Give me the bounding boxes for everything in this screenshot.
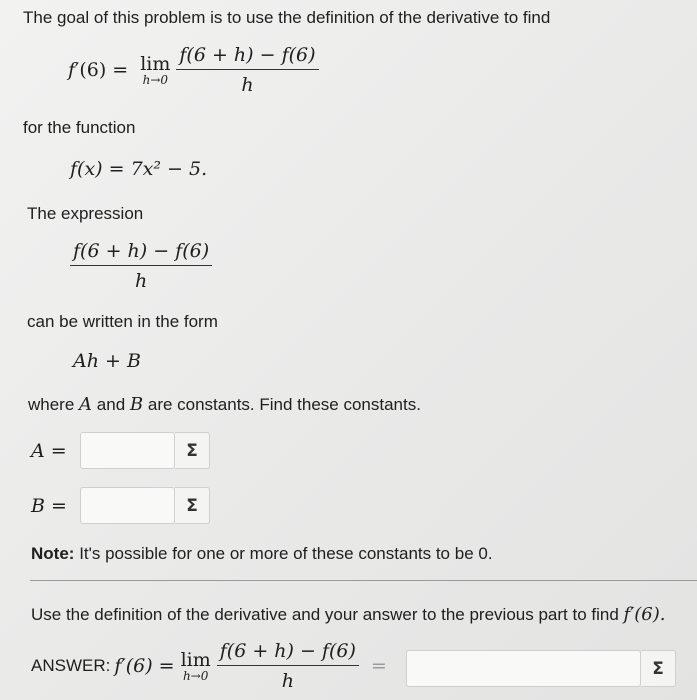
formula-equals: =: [112, 59, 129, 81]
answer-difference-quotient: [217, 640, 359, 692]
where-sentence: [28, 394, 421, 415]
sigma-icon: Σ: [186, 440, 198, 461]
final-answer-input[interactable]: [406, 650, 641, 687]
part2-text: Use the definition of the derivative and your answer to the previous part to find: [31, 605, 619, 624]
final-answer-sigma-button[interactable]: [641, 650, 676, 687]
where-and: and: [96, 395, 126, 414]
part2-text-line: [31, 604, 666, 625]
formula-prime: ′: [75, 59, 80, 81]
expression-denominator: h: [134, 270, 148, 292]
where-pre: where: [28, 395, 75, 414]
where-var-a: A: [79, 394, 93, 415]
formula-arg: (6): [79, 59, 107, 81]
fraction-numerator: f(6 + h) − f(6): [176, 44, 318, 70]
derivative-definition-formula: [68, 44, 319, 96]
lim-word: lim: [140, 53, 171, 75]
answer-b-label: B =: [31, 495, 67, 517]
sigma-icon: Σ: [186, 495, 198, 516]
note-text: It's possible for one or more of these constants to be 0.: [79, 544, 493, 563]
answer-limit-operator: [181, 649, 211, 683]
function-label: for the function: [23, 118, 136, 137]
part2-target: f′(6).: [623, 604, 666, 625]
answer-lim-subscript: h→0: [182, 669, 209, 683]
expression-numerator: f(6 + h) − f(6): [70, 240, 212, 266]
intro-text: The goal of this problem is to use the definition of the derivative to find: [23, 8, 551, 27]
function-formula: f(x) = 7x² − 5.: [70, 158, 208, 180]
answer-b-input[interactable]: [80, 487, 175, 524]
where-post: are constants. Find these constants.: [147, 395, 421, 414]
answer-a-input[interactable]: [80, 432, 175, 469]
form-label: can be written in the form: [27, 312, 218, 331]
note: [31, 544, 493, 564]
formula-f: f: [68, 59, 76, 81]
section-divider: [30, 580, 697, 581]
answer-b-sigma-button[interactable]: [175, 487, 210, 524]
answer-label: ANSWER:: [31, 656, 111, 675]
fraction-denominator: h: [241, 74, 254, 96]
note-label: Note:: [31, 544, 75, 563]
expression-label: The expression: [27, 204, 144, 223]
expression-fraction: [70, 240, 212, 292]
answer-a-sigma-button[interactable]: [175, 432, 210, 469]
answer-lhs: f′(6) =: [114, 655, 175, 677]
lim-subscript: h→0: [142, 73, 169, 87]
where-var-b: B: [129, 394, 144, 415]
answer-numerator: f(6 + h) − f(6): [217, 640, 359, 666]
final-answer-row: [31, 640, 387, 692]
difference-quotient: [176, 44, 318, 96]
answer-equals: =: [370, 655, 387, 677]
answer-a-label: A =: [31, 440, 67, 462]
answer-denominator: h: [281, 670, 294, 692]
sigma-icon: Σ: [652, 658, 664, 679]
limit-operator: [140, 53, 170, 87]
form-expression: Ah + B: [73, 350, 141, 372]
answer-lim-word: lim: [180, 649, 211, 671]
